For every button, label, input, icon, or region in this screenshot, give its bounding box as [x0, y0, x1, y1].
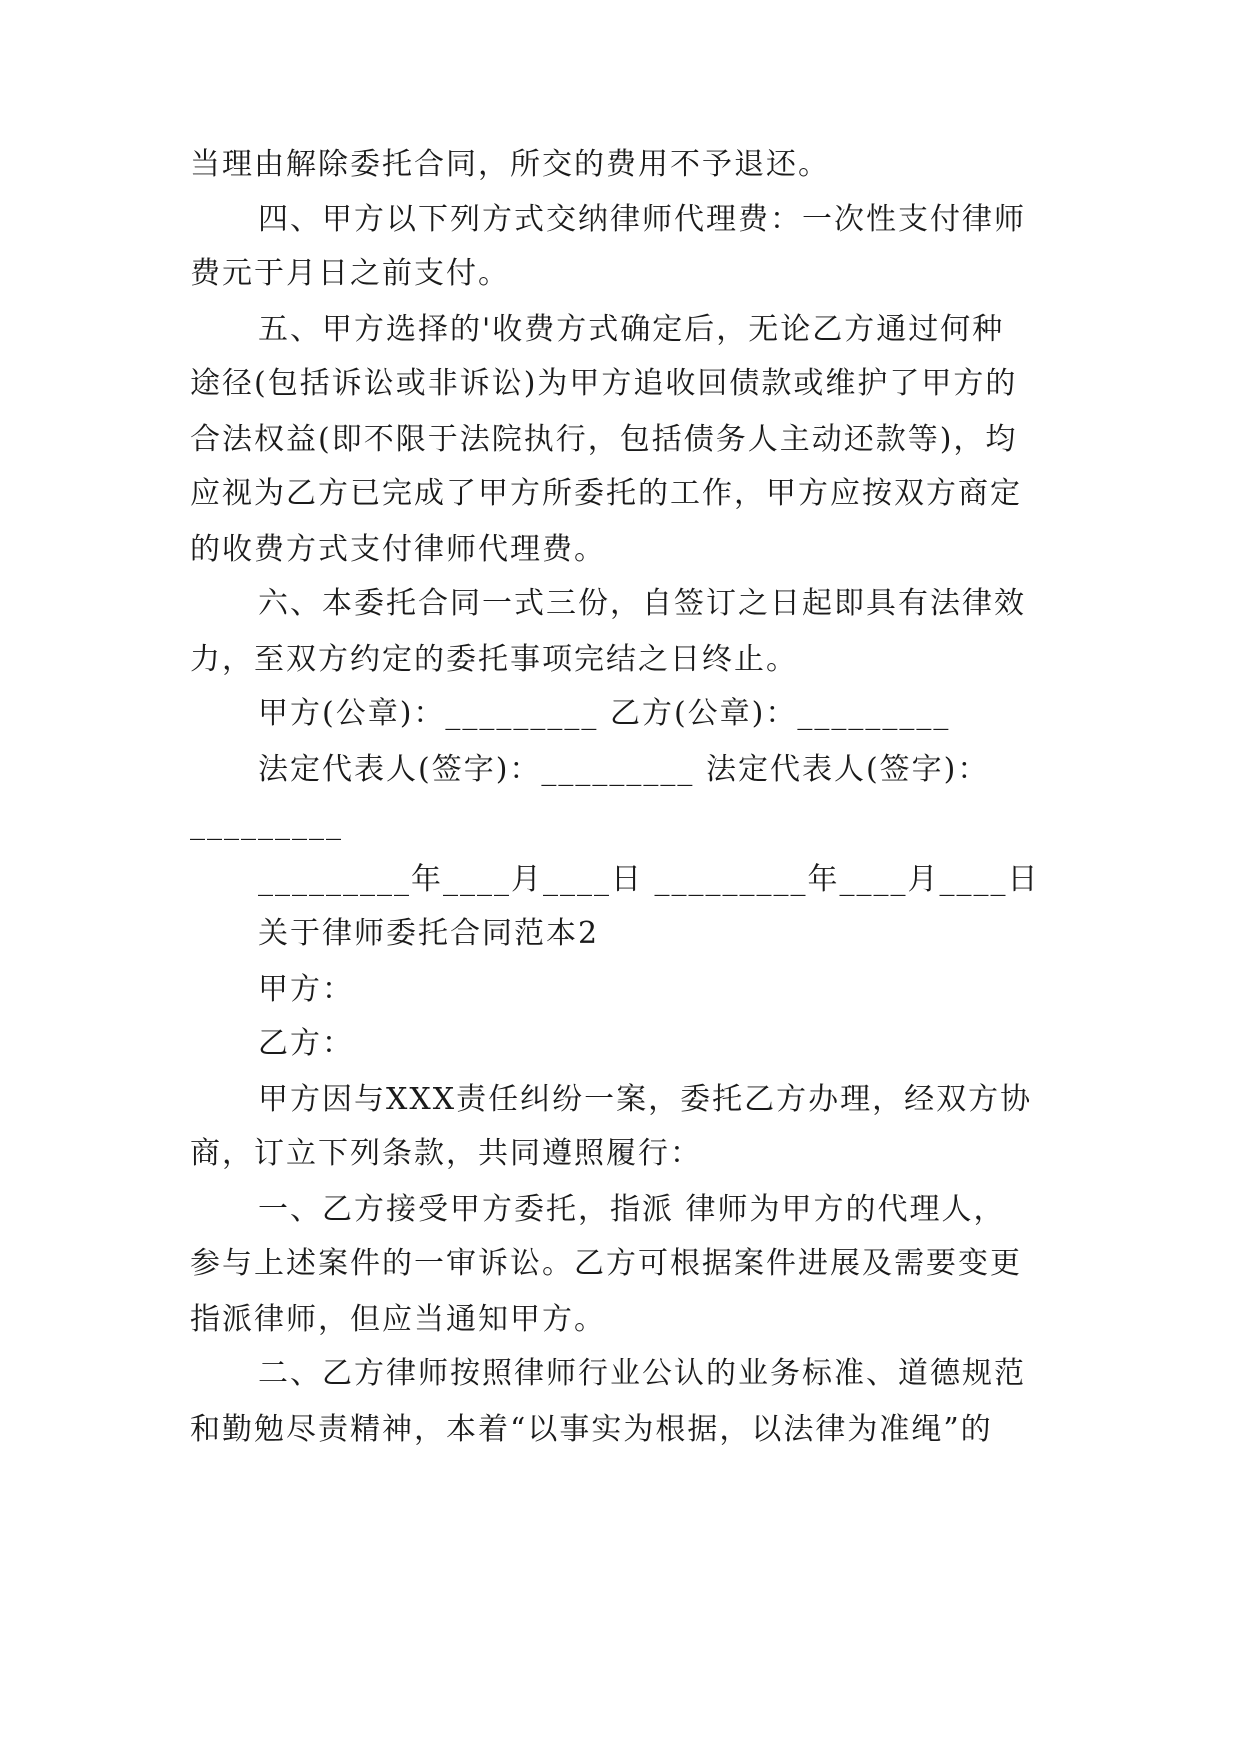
- text-line: 四、甲方以下列方式交纳律师代理费：一次性支付律师: [258, 202, 1026, 237]
- text-line: 参与上述案件的一审诉讼。乙方可根据案件进展及需要变更: [190, 1246, 1022, 1281]
- party-a-label: 甲方：: [258, 972, 354, 1007]
- text-line: 二、乙方律师按照律师行业公认的业务标准、道德规范: [258, 1356, 1026, 1391]
- text-line: 和勤勉尽责精神，本着“以事实为根据，以法律为准绳”的: [190, 1412, 993, 1447]
- party-b-label: 乙方：: [258, 1026, 354, 1061]
- text-line: 途径(包括诉讼或非诉讼)为甲方追收回债款或维护了甲方的: [190, 366, 1018, 401]
- signature-line-representatives: 法定代表人(签字)：_________ 法定代表人(签字)：: [258, 752, 990, 787]
- text-line: 当理由解除委托合同，所交的费用不予退还。: [190, 147, 830, 182]
- text-line: 一、乙方接受甲方委托，指派 律师为甲方的代理人，: [258, 1192, 1006, 1227]
- text-line: 费元于月日之前支付。: [190, 256, 510, 291]
- signature-line-seals: 甲方(公章)：_________ 乙方(公章)：_________: [258, 696, 951, 731]
- text-line: 合法权益(即不限于法院执行，包括债务人主动还款等)，均: [190, 422, 1018, 457]
- text-line: 应视为乙方已完成了甲方所委托的工作，甲方应按双方商定: [190, 476, 1022, 511]
- text-line: 五、甲方选择的'收费方式确定后，无论乙方通过何种: [258, 312, 1005, 347]
- text-line: 力，至双方约定的委托事项完结之日终止。: [190, 642, 798, 677]
- signature-blank: _________: [190, 806, 343, 841]
- text-line: 的收费方式支付律师代理费。: [190, 532, 606, 567]
- text-line: 商，订立下列条款，共同遵照履行：: [190, 1136, 702, 1171]
- text-line: 六、本委托合同一式三份，自签订之日起即具有法律效: [258, 586, 1026, 621]
- section-title: 关于律师委托合同范本2: [258, 916, 600, 951]
- text-line: 甲方因与XXX责任纠纷一案，委托乙方办理，经双方协: [258, 1082, 1033, 1117]
- date-line: _________年____月____日 _________年____月____日: [258, 862, 1040, 897]
- text-line: 指派律师，但应当通知甲方。: [190, 1302, 606, 1337]
